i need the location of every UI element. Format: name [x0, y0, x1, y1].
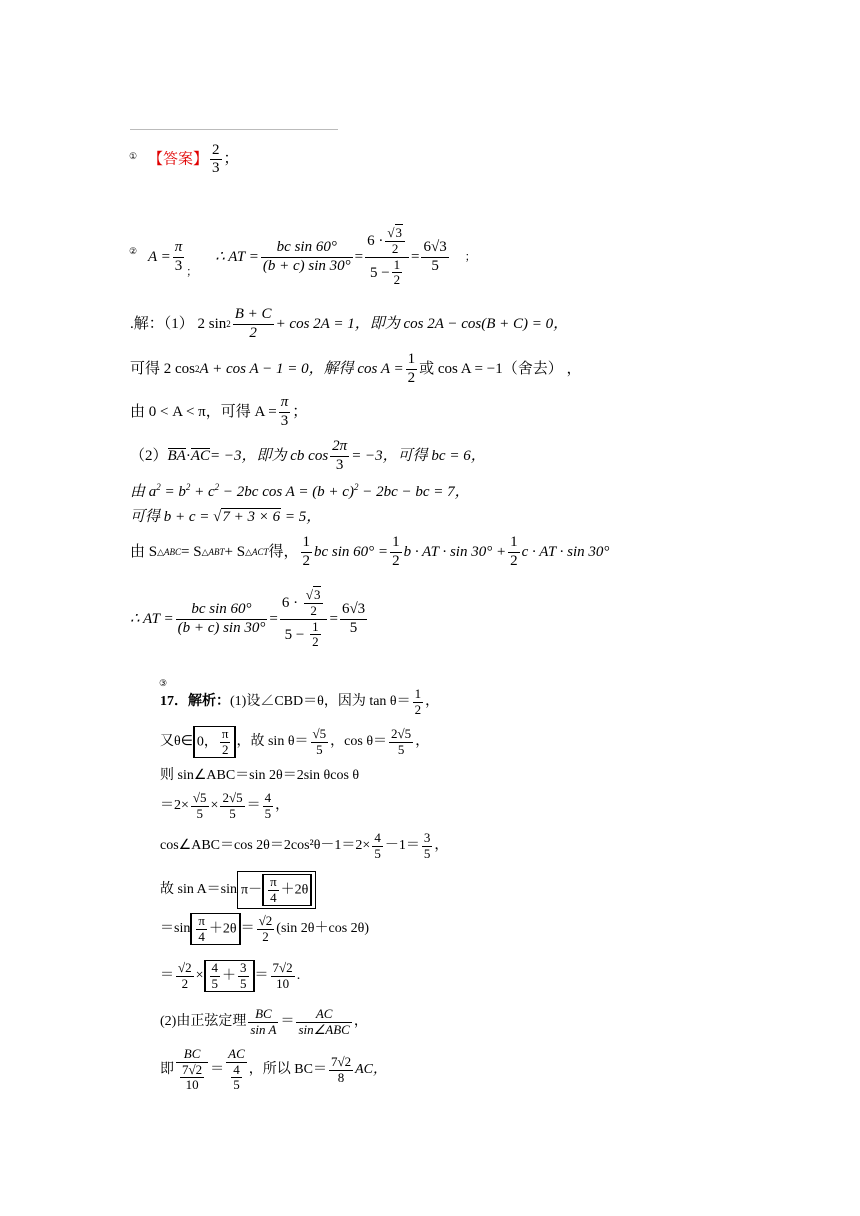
part3-line-6: 故 sin A＝sin π－ $\frac{\pi}{4}$ ＋2θ — [160, 869, 316, 911]
part3-line-4: ＝2× $\frac{√5}{5}$ × $\frac{2√5}{5}$ ＝ $\frac{4}{5}$ ， — [160, 789, 290, 821]
pi-over-3: $\frac{\pi}{3}$ — [174, 239, 183, 274]
solution-line-5: 由 $a^2 = b^2 + c^2 - 2bc$ $\cos A = (b + c)^2 - 2bc$ − bc = 7， — [130, 482, 470, 500]
vector-ac: AC — [190, 448, 211, 464]
part3-line-7: ＝sin $\frac{\pi}{4}$ ＋2θ ＝ $\frac{√2}{2}$ (sin 2θ＋cos 2θ) — [160, 912, 370, 944]
at-fraction: $\frac{\text{bc sin 60°}}{(b + c) \sin 30^\circ}$ — [262, 239, 351, 274]
part3-line-2: 又θ∈ 0， $\frac{\pi}{2}$ ，故 sin θ＝ $\frac{√5}{5}$ ，cos θ＝ $\frac{2√5}{5}$ ， — [160, 725, 430, 757]
solution-line-4: （2） BA · AC = −3，即为 cb cos $\frac{2\pi}{3}$ = −3，可得 bc = 6， — [130, 438, 486, 473]
solution-line-6: 可得 b + c = √7 + 3 × 6 = 5， — [130, 509, 322, 525]
part3-line-1: 17．解析： (1)设∠CBD＝θ，因为 tan θ＝ $\frac{1}{2}$ ， — [160, 685, 440, 717]
part3-line-9: (2)由正弦定理 $\frac{BC}{\text{sin A}}$ ＝ $\frac{AC}{\text{sin∠ABC}}$ ， — [160, 1005, 368, 1037]
part3-line-10: 即 $\frac{BC}{\frac{7√2}{10}}$ ＝ $\frac{AC}{\frac{4}{5}}$ ，所以 BC＝ $\frac{7√2}{8}$ AC， — [160, 1045, 387, 1093]
part3-line-5: cos∠ABC＝cos 2θ＝2cos²θ－1＝2× $\frac{4}{5}$ －1＝ $\frac{3}{5}$ ， — [160, 829, 449, 861]
footnote-mark-3: ③ — [159, 678, 168, 688]
vector-ba: BA — [167, 448, 186, 464]
answer-label: 【答案】 — [148, 151, 209, 168]
answer-fraction: $\frac{2}{3}$ — [212, 142, 220, 177]
footnote-mark-2: ② — [129, 246, 138, 256]
solution-line-1: .解：（1） 2 sin 2 $\frac{B + C}{2}$ + cos 2A = 1，即为 cos 2A − cos(B + C) = 0， — [130, 306, 569, 341]
compound-fraction: 6 · $\frac{√3}{2}$ 5 − $\frac{1}{2}$ — [365, 226, 409, 289]
footnote-2: A = $\frac{\pi}{3}$ ； ∴ AT = $\frac{\text{bc sin 60°}}{(b + c) \sin 30^\circ}$ = 6 · $\frac{√3}{2}$ 5 − $\frac{1}{2}$ = $\frac{6√3}{5}$ ； — [148, 224, 476, 288]
solution-line-7: 由 S △ABC = S △ABT + S △ACT 得， $\frac{1}{2}$ bc sin 60° = $\frac{1}{2}$ b · AT · sin 30° + $\frac{1}{2}$ c · AT · sin 30° — [130, 534, 610, 569]
solution-line-8: ∴ AT = $\frac{\text{bc sin 60°}}{(b + c) \sin 30^\circ}$ = 6 · $\frac{√3}{2}$ 5 − $\frac{1}{2}$ = $\frac{6√3}{5}$ — [130, 586, 366, 650]
part3-line-3: 则 sin∠ABC＝sin 2θ＝2sin θcos θ — [160, 768, 360, 783]
footnote-mark-1: ① — [129, 151, 138, 161]
solution-line-3: 由 0 < A < π，可得 A = $\frac{\pi}{3}$ ； — [130, 394, 308, 429]
footnote-separator — [130, 129, 338, 130]
footnote-1: 【答案】 $\frac{2}{3}$ ； — [148, 142, 239, 177]
result-fraction: $\frac{6√3}{5}$ — [423, 239, 447, 274]
solution-line-2: 可得 2 cos 2 A + cos A − 1 = 0，解得 cos A = $\frac{1}{2}$ 或 cos A = −1（舍去） ， — [130, 351, 582, 386]
part3-line-8: ＝ $\frac{√2}{2}$ × $\frac{4}{5}$ ＋ $\frac{3}{5}$ ＝ $\frac{7√2}{10}$ . — [160, 959, 301, 991]
